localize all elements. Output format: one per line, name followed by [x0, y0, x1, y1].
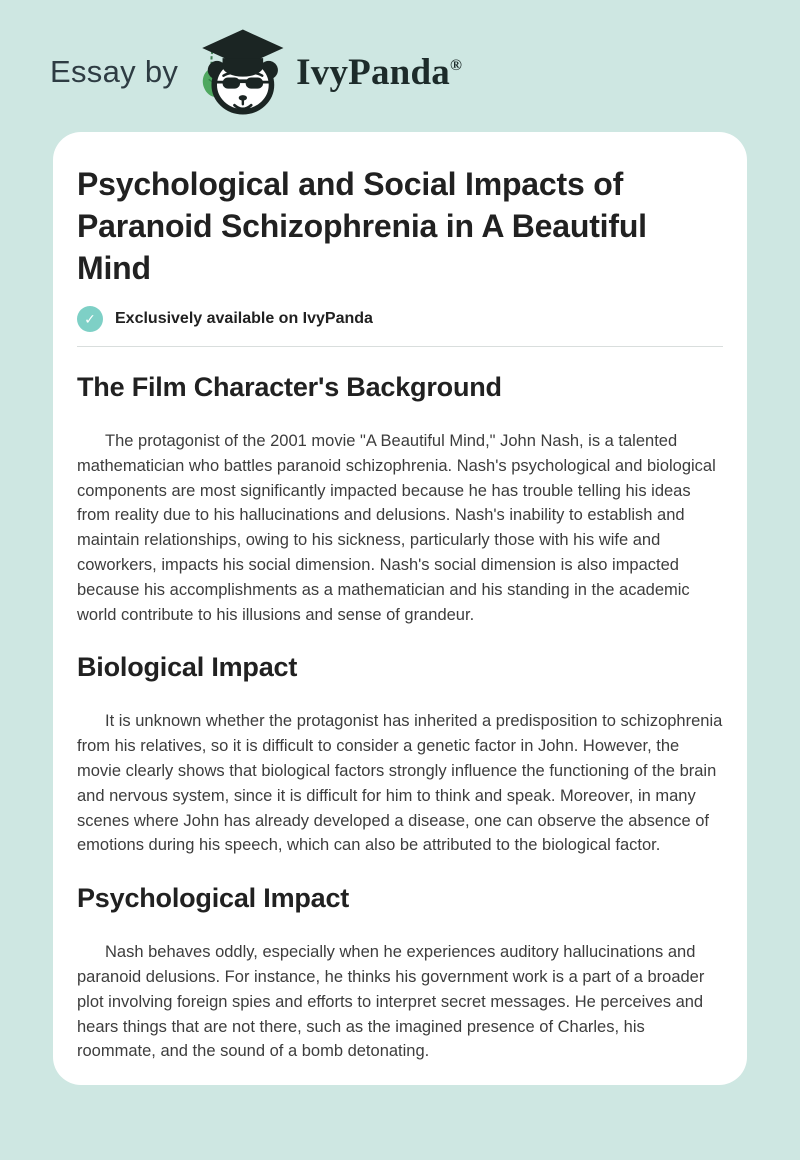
- section-paragraph: It is unknown whether the protagonist has inherited a predisposition to schizophrenia from his relatives, so it is difficult to consider a genetic factor in John. However, the movie clearly shows that biological factors strongly influence the functioning of the brain and nervous system, since it is difficult for him to think and speak. Moreover, in many scenes where John has already developed a disease, one can observe the absence of emotions during his speech, which can also be attributed to the biological factor.: [77, 712, 723, 855]
- section-paragraph: Nash behaves oddly, especially when he experiences auditory hallucinations and paranoid delusions. For instance, he thinks his government work is a part of a broader plot involving foreign spies and efforts to interpret secret messages. He perceives and hears things that are not there, such as the imagined presence of Charles, his roommate, and the sound of a bomb detonating.: [77, 943, 705, 1061]
- panda-graduate-icon: [194, 24, 288, 120]
- essay-card: [53, 132, 747, 1085]
- section-heading: The Film Character's Background: [77, 372, 502, 402]
- section-psychological-impact: [77, 882, 723, 1064]
- availability-label: Exclusively available on IvyPanda: [115, 310, 373, 327]
- availability-badge: [77, 306, 723, 332]
- essay-title: Psychological and Social Impacts of Paranoid Schizophrenia in A Beautiful Mind: [77, 166, 647, 286]
- essay-by-label: Essay by: [50, 54, 179, 89]
- check-icon: ✓: [77, 306, 103, 332]
- section-paragraph: The protagonist of the 2001 movie "A Beautiful Mind," John Nash, is a talented mathematician who battles paranoid schizophrenia. Nash's psychological and biological components are most significantly impacted because he has trouble telling his ideas from reality due to his hallucinations and delusions. Nash's inability to establish and maintain relationships, owing to his sickness, particularly those with his wife and coworkers, impacts his social dimension. Nash's social dimension is also impacted because his accomplishments as a mathematician and his standing in the academic world contribute to his illusions and sense of grandeur.: [77, 432, 716, 624]
- section-heading: Psychological Impact: [77, 883, 350, 914]
- section-biological-impact: [77, 651, 723, 858]
- registered-mark: ®: [449, 56, 463, 74]
- divider: [77, 346, 723, 347]
- header: [0, 0, 800, 118]
- brand-text: IvyPanda: [296, 51, 450, 93]
- brand-name: [296, 51, 462, 94]
- section-heading: Biological Impact: [77, 652, 298, 683]
- section-background: [77, 371, 723, 627]
